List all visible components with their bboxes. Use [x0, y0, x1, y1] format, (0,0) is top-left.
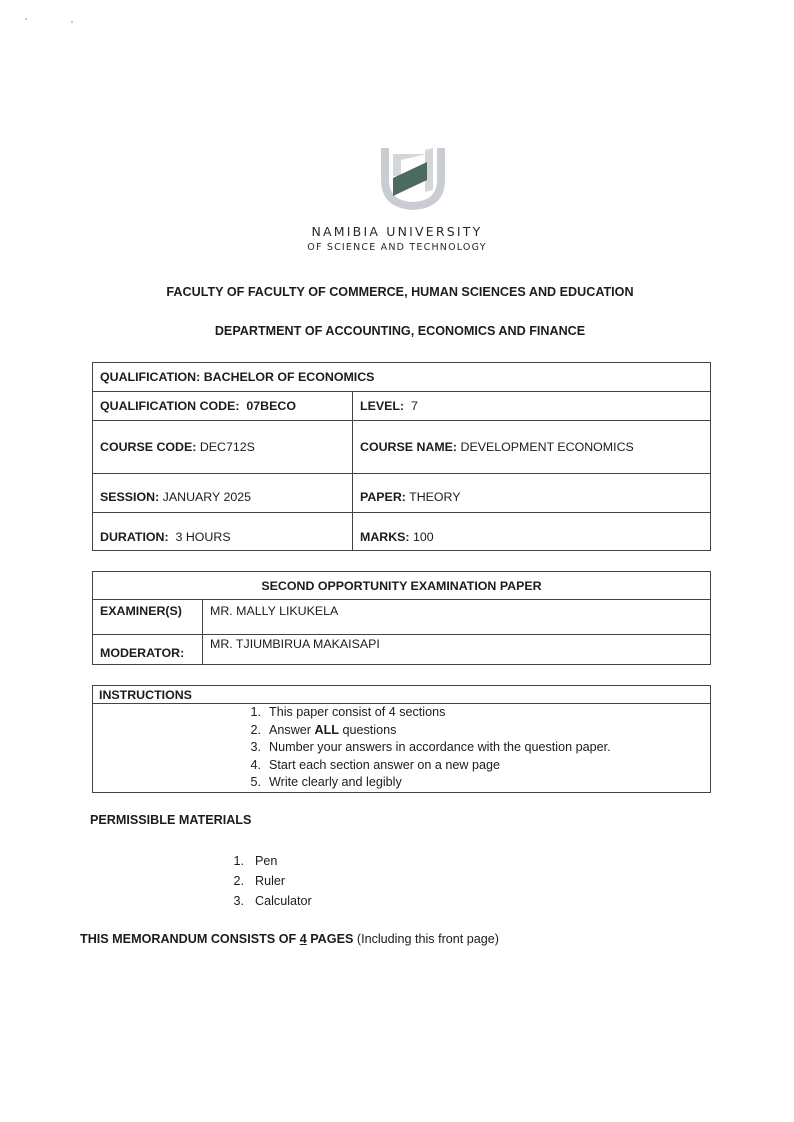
- moderator-label: MODERATOR:: [93, 635, 203, 665]
- duration-value: 3 HOURS: [175, 529, 231, 544]
- session-cell: SESSION: JANUARY 2025: [93, 474, 353, 513]
- exam-title: SECOND OPPORTUNITY EXAMINATION PAPER: [93, 572, 711, 600]
- faculty-heading: FACULTY OF FACULTY OF COMMERCE, HUMAN SCIENCES AND EDUCATION: [166, 285, 634, 299]
- course-code-value: DEC712S: [199, 440, 255, 454]
- qualification-value: BACHELOR OF ECONOMICS: [203, 370, 375, 384]
- table-row: [93, 572, 711, 600]
- list-item: 1. Pen: [233, 854, 278, 868]
- table-row: [93, 600, 711, 635]
- duration-cell: DURATION: 3 HOURS: [93, 513, 353, 551]
- university-logo-icon: [377, 140, 449, 212]
- qualification-code-value: 07BECO: [246, 399, 296, 413]
- examiner-label: EXAMINER(S): [93, 600, 203, 635]
- qualification-code-cell: QUALIFICATION CODE: 07BECO: [93, 392, 353, 421]
- instructions-table: [92, 685, 711, 793]
- list-item: 2. Ruler: [233, 874, 286, 888]
- table-row: [93, 392, 711, 421]
- course-name-cell: COURSE NAME: DEVELOPMENT ECONOMICS: [353, 421, 711, 474]
- exam-staff-table: [92, 571, 711, 665]
- marks-value: 100: [413, 529, 434, 544]
- department-heading: DEPARTMENT OF ACCOUNTING, ECONOMICS AND FINANCE: [214, 324, 586, 338]
- examiner-value: MR. MALLY LIKUKELA: [203, 600, 711, 635]
- table-row: [93, 421, 711, 474]
- moderator-value: MR. TJIUMBIRUA MAKAISAPI: [203, 635, 711, 665]
- permissible-materials-title: PERMISSIBLE MATERIALS: [90, 813, 252, 827]
- table-row: [93, 363, 711, 392]
- page-count: 4: [299, 932, 307, 946]
- university-subtitle: OF SCIENCE AND TECHNOLOGY: [307, 242, 487, 253]
- table-row: [93, 686, 711, 704]
- instructions-title: INSTRUCTIONS: [93, 686, 711, 704]
- table-row: [93, 474, 711, 513]
- university-name: NAMIBIA UNIVERSITY: [311, 224, 483, 239]
- list-item: 1. This paper consist of 4 sections: [250, 705, 446, 719]
- materials-list: [230, 851, 312, 911]
- table-row: [93, 635, 711, 665]
- list-item: 5. Write clearly and legibly: [250, 775, 402, 789]
- course-details-table: [92, 362, 711, 551]
- scan-speck: [25, 18, 27, 20]
- list-item: 4. Start each section answer on a new page: [250, 757, 501, 772]
- list-item: 2. Answer ALL questions: [250, 722, 397, 737]
- course-name-value: DEVELOPMENT ECONOMICS: [460, 440, 634, 454]
- paper-cell: PAPER: THEORY: [353, 474, 711, 513]
- level-cell: LEVEL: 7: [353, 392, 711, 421]
- scan-speck: [71, 21, 73, 23]
- page-count-note: THIS MEMORANDUM CONSISTS OF 4 PAGES (Including this front page): [80, 932, 499, 946]
- course-code-cell: COURSE CODE: DEC712S: [93, 421, 353, 474]
- marks-cell: MARKS: 100: [353, 513, 711, 551]
- session-value: JANUARY 2025: [162, 490, 252, 504]
- level-value: 7: [410, 399, 418, 413]
- table-row: [93, 513, 711, 551]
- list-item: 3. Number your answers in accordance with the question paper.: [250, 740, 611, 754]
- list-item: 3. Calculator: [233, 894, 312, 908]
- qualification-cell: QUALIFICATION: BACHELOR OF ECONOMICS: [93, 363, 711, 392]
- paper-value: THEORY: [409, 490, 461, 504]
- instructions-list: [99, 704, 704, 792]
- table-row: [93, 704, 711, 793]
